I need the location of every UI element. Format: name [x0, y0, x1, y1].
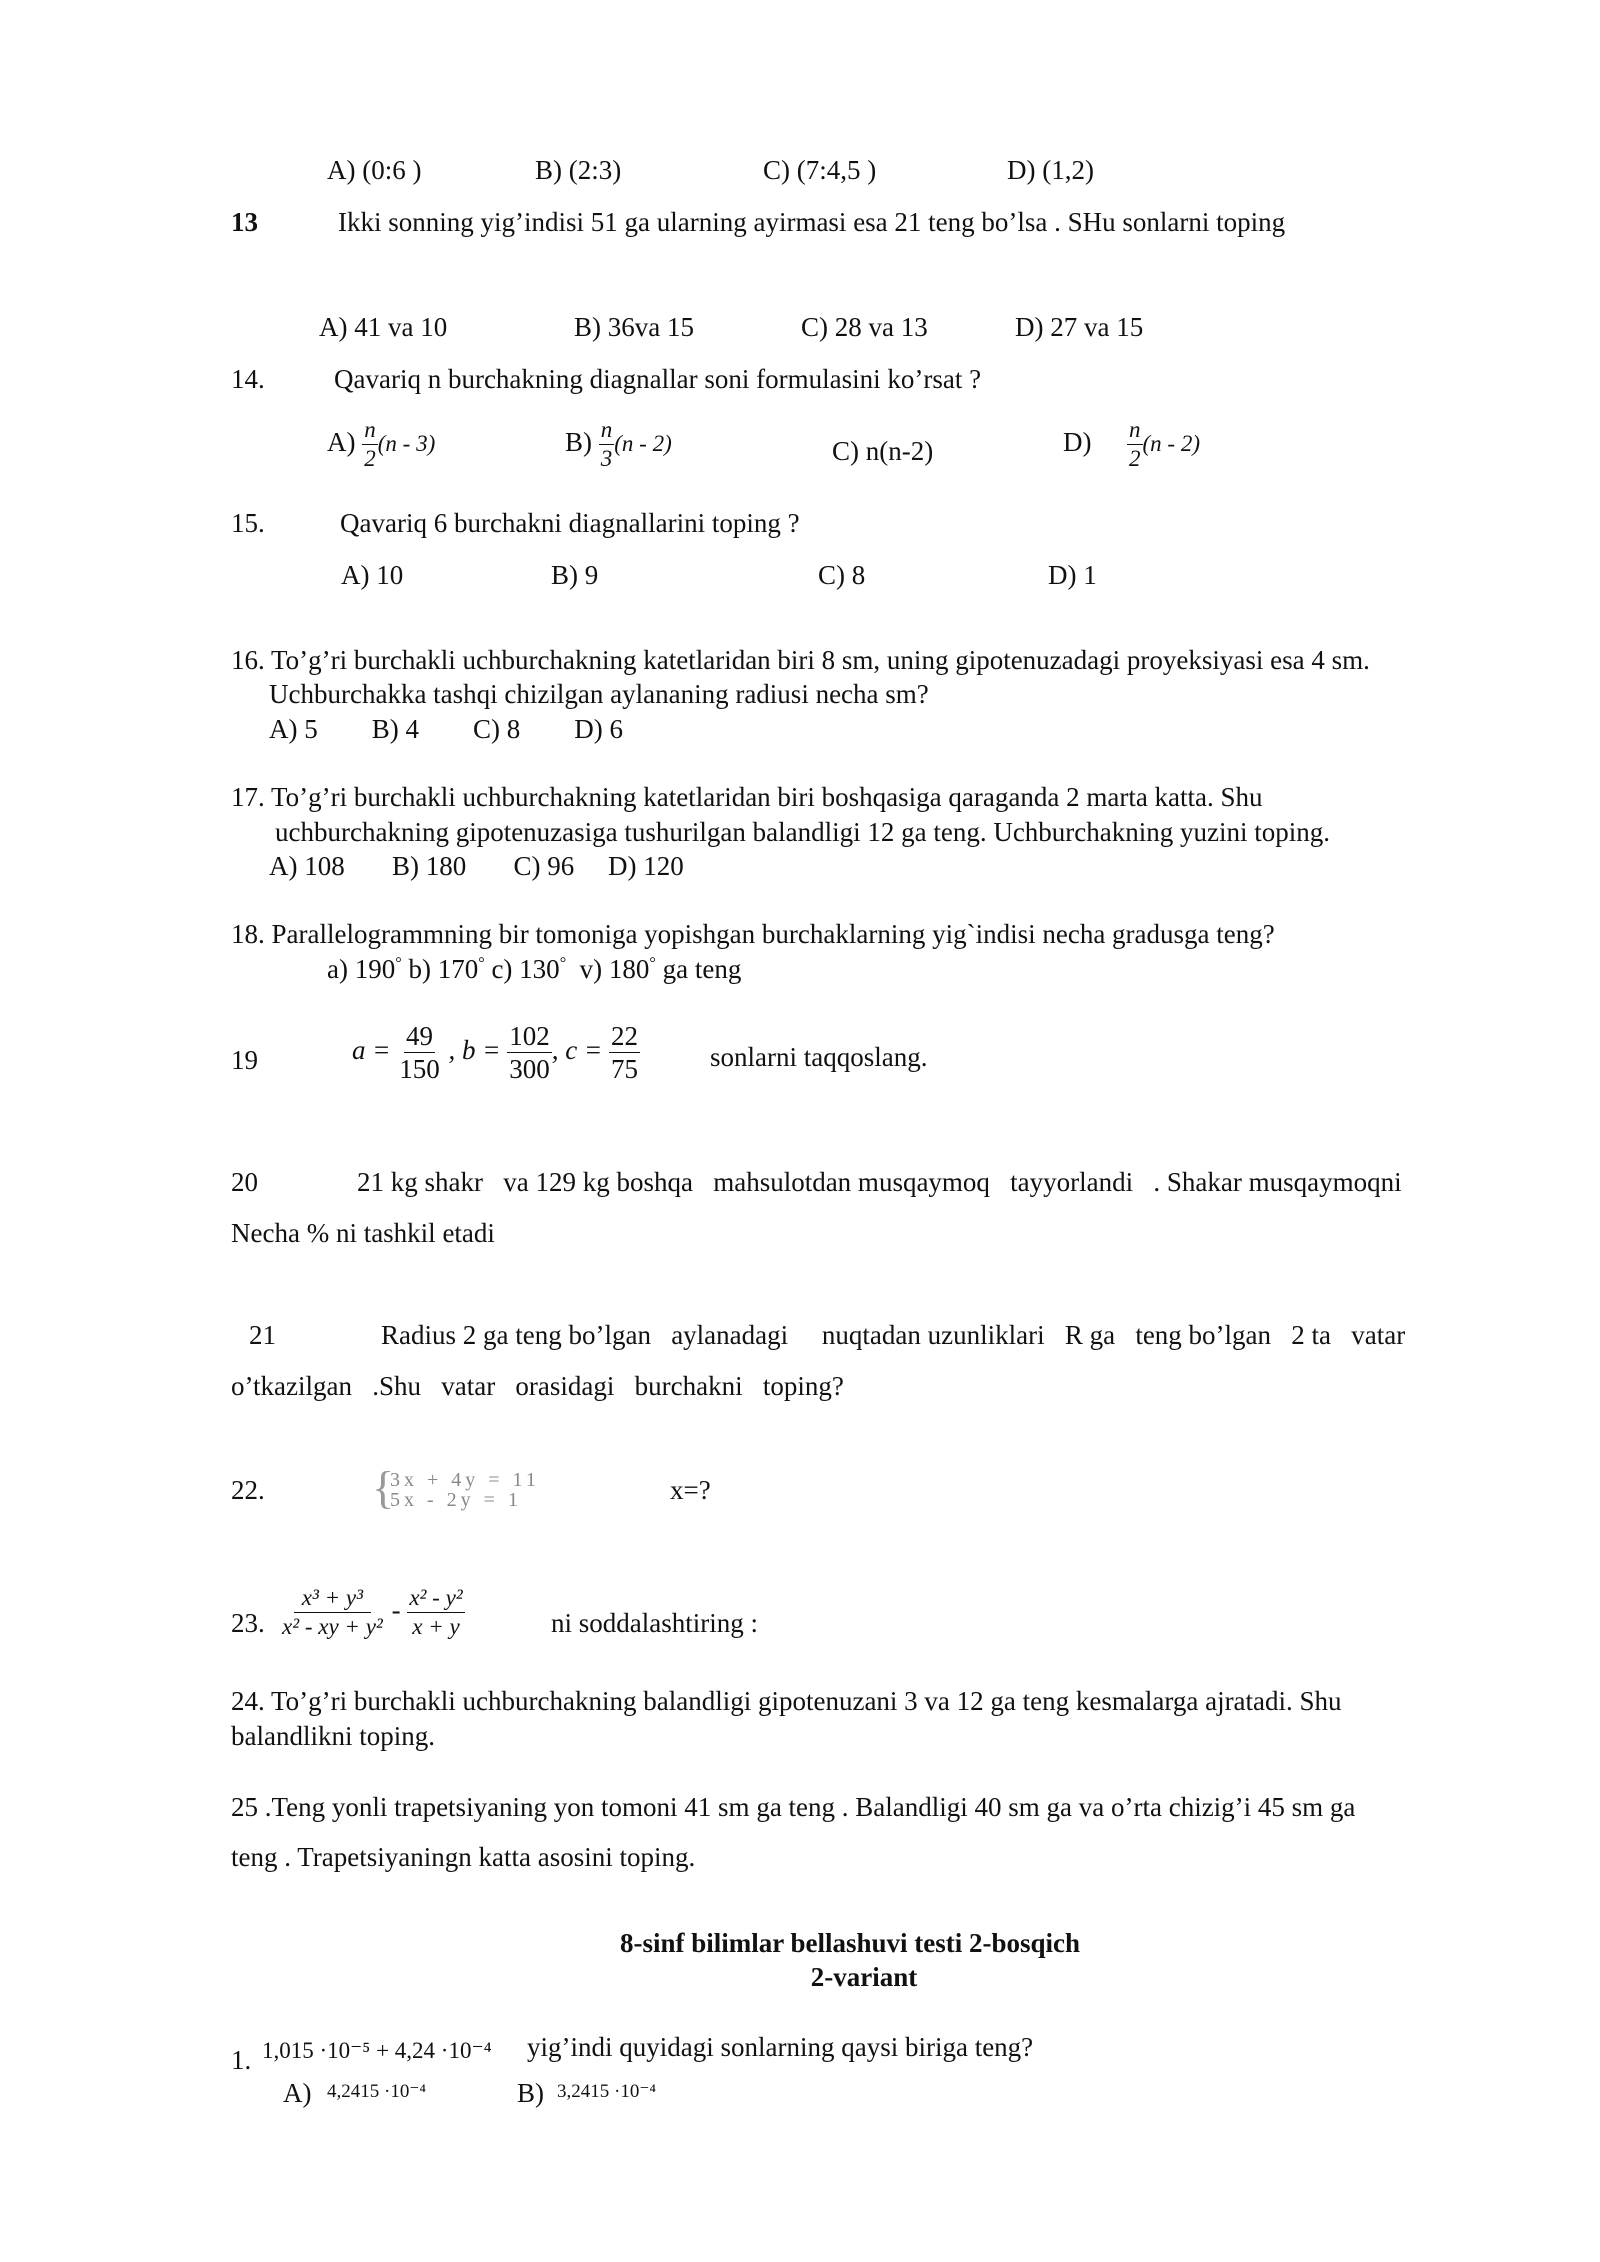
q23-expression	[280, 1586, 465, 1639]
q21-number: 21	[249, 1320, 276, 1350]
fraction-denominator: 150	[399, 1054, 440, 1085]
q14-option-b-fraction	[599, 418, 615, 471]
q18-option-a: a) 190	[327, 954, 396, 984]
q16-line2: Uchburchakka tashqi chizilgan aylananing radiusi necha sm?	[269, 679, 929, 709]
fraction-numerator: n	[362, 418, 378, 445]
q20-line1: 21 kg shakr va 129 kg boshqa mahsulotdan musqaymoq tayyorlandi . Shakar musqaymoqni	[357, 1167, 1402, 1197]
q24-line2: balandlikni toping.	[231, 1721, 435, 1751]
degree-sign: °	[559, 954, 567, 972]
v2-q1-option-a-label: A)	[283, 2078, 312, 2108]
q13-number: 13	[231, 207, 258, 237]
q25-line2: teng . Trapetsiyaningn katta asosini toping.	[231, 1842, 696, 1872]
fraction-numerator: 49	[404, 1022, 435, 1053]
q12-option-b: B) (2:3)	[535, 155, 622, 185]
q13-option-a: A) 41 va 10	[319, 312, 448, 342]
q14-option-c: C) n(n-2)	[832, 436, 934, 466]
q22-equation-1: 3x + 4y = 11	[390, 1469, 540, 1491]
q20-line2: Necha % ni tashkil etadi	[231, 1218, 495, 1248]
fraction-denominator: 2	[1129, 446, 1141, 472]
q12-option-c: C) (7:4,5 )	[763, 155, 877, 185]
brace-icon: {	[372, 1462, 395, 1513]
degree-sign: °	[478, 954, 485, 972]
q15-option-d: D) 1	[1048, 560, 1097, 590]
fraction-numerator: n	[599, 418, 615, 445]
fraction-b	[507, 1022, 552, 1084]
fraction-numerator: n	[1127, 418, 1143, 445]
fraction-c	[609, 1022, 640, 1084]
q13-option-d: D) 27 va 15	[1015, 312, 1144, 342]
q14-option-b-tail: (n - 2)	[614, 430, 672, 456]
fraction-denominator: 75	[610, 1054, 638, 1085]
q13-option-b: B) 36va 15	[574, 312, 694, 342]
var-c: , c =	[551, 1035, 603, 1066]
q18-option-v: v) 180	[566, 954, 650, 984]
q15-option-a: A) 10	[341, 560, 404, 590]
q25-line1: 25 .Teng yonli trapetsiyaning yon tomoni 41 sm ga teng . Balandligi 40 sm ga va o’rta chizig’i 45 sm ga	[231, 1792, 1356, 1822]
q16-options: A) 5 B) 4 C) 8 D) 6	[269, 714, 623, 744]
q23-text: ni soddalashtiring :	[551, 1608, 758, 1638]
q23-number: 23.	[231, 1608, 265, 1638]
q14-option-a-label: A)	[327, 426, 356, 457]
q19-expression	[352, 1022, 640, 1084]
v2-q1-option-b: 3,2415 ·10⁻⁴	[557, 2081, 656, 2102]
q21-line2: o’tkazilgan .Shu vatar orasidagi burchakni toping?	[231, 1371, 844, 1401]
fraction-denominator: 300	[509, 1054, 550, 1085]
q13-option-c: C) 28 va 13	[801, 312, 928, 342]
fraction-numerator: x² - y²	[407, 1586, 464, 1613]
q19-text: sonlarni taqqoslang.	[710, 1042, 928, 1072]
q15-text: Qavariq 6 burchakni diagnallarini toping ?	[340, 508, 800, 538]
q18-options	[327, 954, 741, 985]
q14-number: 14.	[231, 364, 265, 394]
q14-option-d-fraction	[1127, 418, 1143, 471]
var-a: a =	[352, 1035, 391, 1066]
q23-fraction-2	[407, 1586, 464, 1639]
q22-equation-2: 5x - 2y = 1	[390, 1489, 522, 1511]
v2-q1-number: 1.	[231, 2045, 252, 2075]
v2-q1-expression: 1,015 ·10⁻⁵ + 4,24 ·10⁻⁴	[262, 2038, 492, 2063]
fraction-denominator: x + y	[412, 1614, 460, 1640]
q24-line1: 24. To’g’ri burchakli uchburchakning balandligi gipotenuzani 3 va 12 ga teng kesmalarga ajratadi. Shu	[231, 1686, 1342, 1716]
q20-number: 20	[231, 1167, 258, 1197]
degree-sign: °	[649, 954, 656, 972]
q14-option-b-label: B)	[565, 426, 592, 457]
degree-sign: °	[395, 954, 402, 972]
v2-q1-text: yig’indi quyidagi sonlarning qaysi biriga teng?	[527, 2032, 1034, 2062]
q23-fraction-1	[280, 1586, 385, 1639]
q14-text: Qavariq n burchakning diagnallar soni formulasini ko’rsat ?	[334, 364, 982, 394]
q14-option-d-tail: (n - 2)	[1142, 430, 1200, 456]
q18-options-tail: ga teng	[655, 954, 742, 984]
q15-option-c: C) 8	[818, 560, 866, 590]
q17-line2: uchburchakning gipotenuzasiga tushurilgan balandligi 12 ga teng. Uchburchakning yuzini toping.	[275, 817, 1331, 847]
q18-line1: 18. Parallelogrammning bir tomoniga yopishgan burchaklarning yig`indisi necha gradusga teng?	[231, 919, 1275, 949]
q19-number: 19	[231, 1045, 258, 1075]
var-b: , b =	[448, 1035, 501, 1066]
fraction-numerator: 22	[609, 1022, 640, 1053]
fraction-denominator: 3	[600, 446, 613, 472]
q14-option-a-fraction	[362, 418, 378, 471]
q17-line1: 17. To’g’ri burchakli uchburchakning katetlaridan biri boshqasiga qaraganda 2 marta katta. Shu	[231, 782, 1263, 812]
variant-title: 2-variant	[810, 1962, 918, 1992]
q14-option-a	[327, 418, 435, 471]
q12-option-a: A) (0:6 )	[327, 155, 422, 185]
q18-option-c: c) 130	[484, 954, 560, 984]
minus-sign: -	[391, 1594, 401, 1625]
q17-options: A) 108 B) 180 C) 96 D) 120	[269, 851, 684, 881]
q14-option-d	[1063, 418, 1200, 471]
q15-number: 15.	[231, 508, 265, 538]
fraction-a	[397, 1022, 442, 1084]
fraction-numerator: 102	[507, 1022, 552, 1053]
q22-number: 22.	[231, 1475, 265, 1505]
fraction-numerator: x³ + y³	[294, 1586, 371, 1613]
q21-line1: Radius 2 ga teng bo’lgan aylanadagi nuqtadan uzunliklari R ga teng bo’lgan 2 ta vatar	[381, 1320, 1406, 1350]
q16-line1: 16. To’g’ri burchakli uchburchakning katetlaridan biri 8 sm, uning gipotenuzadagi proyeksiyasi esa 4 sm.	[231, 645, 1370, 675]
v2-q1-option-b-label: B)	[517, 2078, 544, 2108]
q12-option-d: D) (1,2)	[1007, 155, 1094, 185]
v2-q1-option-a: 4,2415 ·10⁻⁴	[327, 2081, 426, 2102]
q18-option-b: b) 170	[401, 954, 479, 984]
q14-option-d-label: D)	[1063, 426, 1092, 457]
q13-text: Ikki sonning yig’indisi 51 ga ularning ayirmasi esa 21 teng bo’lsa . SHu sonlarni toping	[338, 207, 1286, 237]
q22-question: x=?	[670, 1475, 711, 1505]
fraction-denominator: 2	[364, 446, 376, 472]
fraction-denominator: x² - xy + y²	[282, 1614, 383, 1640]
q14-option-b	[565, 418, 672, 471]
q14-option-a-tail: (n - 3)	[377, 430, 436, 456]
section-title: 8-sinf bilimlar bellashuvi testi 2-bosqich	[619, 1928, 1081, 1958]
q15-option-b: B) 9	[551, 560, 599, 590]
